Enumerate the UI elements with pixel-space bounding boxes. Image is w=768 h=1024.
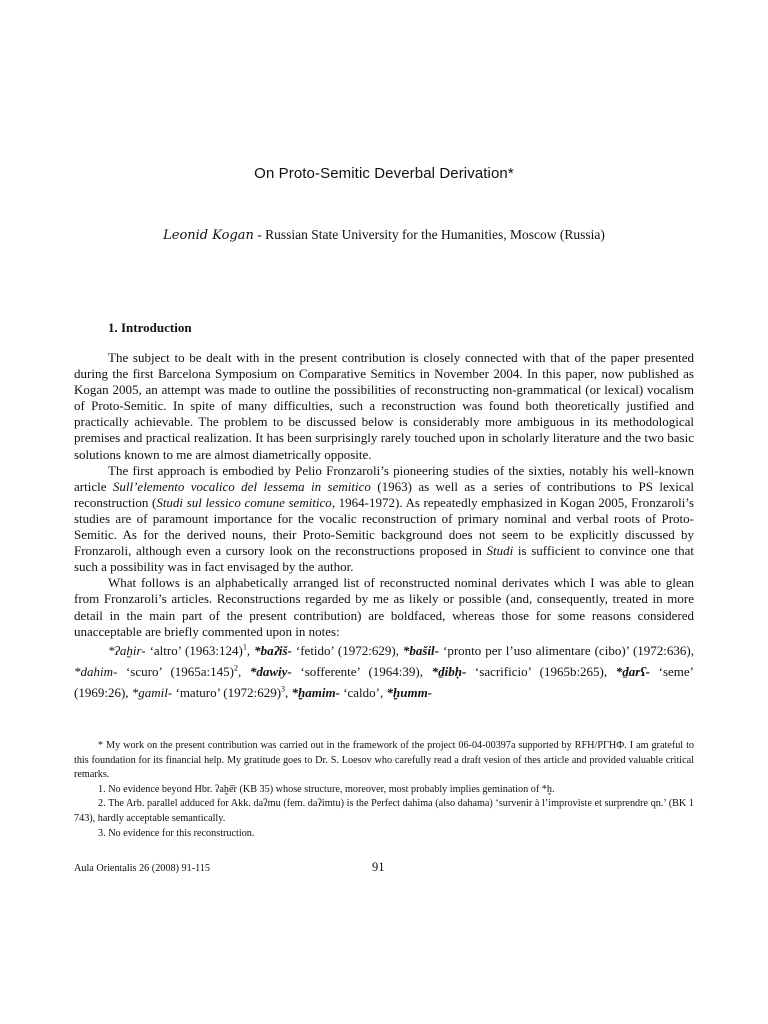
entry-form: *ʔaḫir- xyxy=(108,642,146,658)
entry-form: *gamil- xyxy=(131,684,173,700)
entries-list: *ʔaḫir- ‘altro’ (1963:124)$^1$, *baʔiš- ‘fetido’ (1972:629), *bašil- ‘pronto per l’uso alimentare (cibo)’ (1972:636), *dahim- ‘scuro’ (1965a:145)$^2$, *dawiy- ‘sofferente’ (1964:39), *ḏibḥ- ‘sacrificio’ (1965b:265), *ḏarʕ- ‘seme’ (1969:26), *gamil- ‘maturo’ (1972:629)$^3$, *ḫamim- ‘caldo’, *ḫumm- xyxy=(74,642,695,700)
entry-form-bold: *ḫamim- xyxy=(291,684,340,700)
footnote-ref-3: 3 xyxy=(281,684,286,694)
entry-form-bold: *dawiy- xyxy=(249,663,292,679)
paragraph-3: What follows is an alphabetically arranged list of reconstructed nominal derivates which I was able to glean from Fronzaroli’s articles. Reconstructions regarded by me as likely or possible (and, consequently, treated in more detail in the main part of the present contribution) are boldfaced, whereas those for some reasons considered unacceptable are briefly commented upon in notes: xyxy=(74,575,694,639)
entry-form-bold: *bašil- xyxy=(402,642,440,658)
footnote-ref-2: 2 xyxy=(234,663,238,673)
author-line xyxy=(0,227,768,243)
footnotes xyxy=(74,739,694,841)
page-number: 91 xyxy=(372,860,385,874)
entry-form-bold: *baʔiš- xyxy=(254,642,292,658)
article-title: Sull’elemento vocalico del lessema in semitico xyxy=(112,478,371,494)
footnote-3: 3. No evidence for this reconstruction. xyxy=(98,827,255,839)
entry-form-bold: *ḏarʕ- xyxy=(615,663,651,679)
entry-form-bold: *ḏibḥ- xyxy=(431,663,467,679)
paragraph-1: The subject to be dealt with in the present contribution is closely connected with that of the paper presented during the first Barcelona Symposium on Comparative Semitics in November 2004. In this paper, now published as Kogan 2005, an attempt was made to outline the possibilities of reconstructing non-grammatical (or lexical) vocalism of Proto-Semitic. In spite of many difficulties, such a reconstruction was found both theoretically justified and practically achievable. The problem to be discussed below is considerably more ambiguous in its methodological premises and practical realization. It has been surprisingly rarely touched upon in scholarly literature and the two basic solutions known to me are almost diametrically opposite. xyxy=(74,350,694,462)
entry-form: *dahim- xyxy=(74,663,118,679)
author-affiliation: - Russian State University for the Humanities, Moscow (Russia) xyxy=(253,227,605,242)
body-text xyxy=(74,350,694,703)
footnote-2: 2. The Arb. parallel adduced for Akk. daʔmu (fem. daʔimtu) is the Perfect dahima (also dahama) ‘survenir à l’improviste et surprendre qn.’ (BK 1 743), hardly acceptable semantically. xyxy=(74,798,694,824)
footnote-star: * My work on the present contribution was carried out in the framework of the project 06-04-00397a supported by RFH/РГНФ. I am grateful to this foundation for its financial help. My gratitude goes to Dr. S. Loesov who carefully read a draft vesion of thes article and provided valuable critical remarks. xyxy=(74,740,694,781)
paragraph-2: The first approach is embodied by Pelio Fronzaroli’s pioneering studies of the sixties, notably his well-known article Sull’elemento vocalico del lessema in semitico (1963) as well as a series of contributions to PS lexical reconstruction (Studi sul lessico comune semitico, 1964-1972). As repeatedly emphasized in Kogan 2005, Fronzaroli’s studies are of paramount importance for the vocalic reconstruction of primary nominal and verbal roots of Proto-Semitic. As for the derived nouns, their Proto-Semitic background does not seem to be explicitly discussed by Fronzaroli, although even a cursory look on the reconstructions proposed in Studi is sufficient to convince one that such a possibility was in fact envisaged by the author. xyxy=(74,462,694,575)
journal-citation: Aula Orientalis 26 (2008) 91-115 xyxy=(74,863,210,874)
entry-form-bold: *ḫumm- xyxy=(386,684,433,700)
author-name: Leonid Kogan xyxy=(163,228,254,243)
footnote-ref-1: 1 xyxy=(242,642,247,652)
footnote-1: 1. No evidence beyond Hbr. ʔaḫē̄r (KB 35) whose structure, moreover, most probably implies gemination of *ḫ. xyxy=(98,783,555,795)
section-heading: 1. Introduction xyxy=(108,320,192,335)
series-title: Studi sul lessico comune semitico xyxy=(156,494,332,510)
studi-ref: Studi xyxy=(486,543,514,559)
paper-title: On Proto-Semitic Deverbal Derivation* xyxy=(254,165,514,182)
